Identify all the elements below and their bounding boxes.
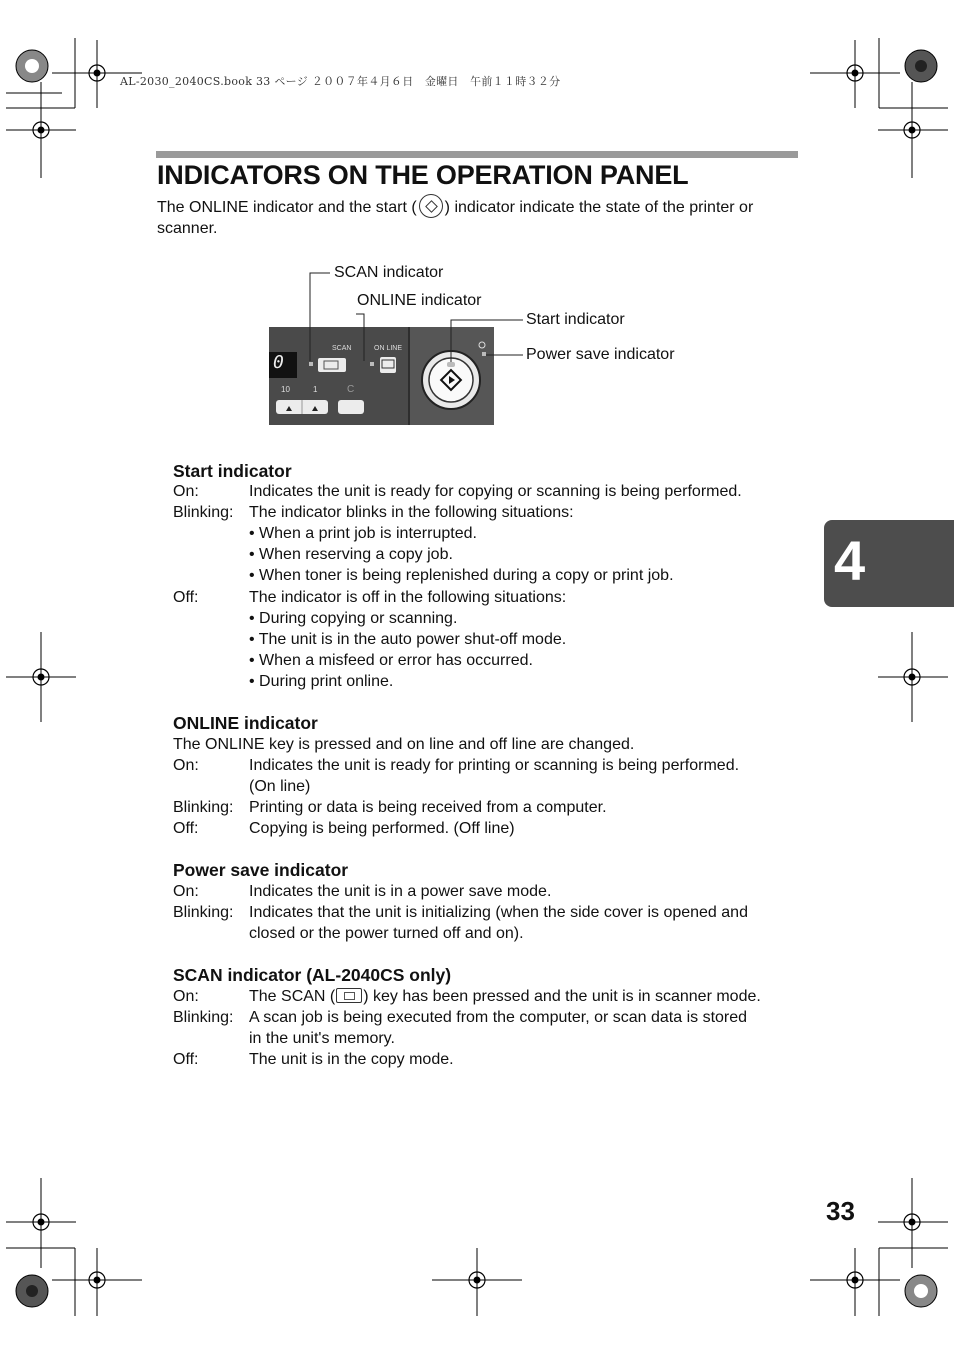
row-text: in the unit's memory. [249, 1030, 395, 1047]
bullet-item: • When toner is being replenished during a copy or print job. [249, 567, 674, 584]
bullet-item: • When a misfeed or error has occurred. [249, 652, 533, 669]
print-header-line: AL-2030_2040CS.book 33 ページ ２００７年４月６日 金曜日 午前１１時３２分 [120, 75, 561, 88]
bullet-item: • When a print job is interrupted. [249, 525, 477, 542]
intro-paragraph [157, 194, 807, 239]
bullet-item: • When reserving a copy job. [249, 546, 453, 563]
online-indicator-callout: ONLINE indicator [357, 292, 482, 309]
row-text: Printing or data is being received from a computer. [249, 799, 607, 816]
row-label: Blinking: [173, 799, 234, 816]
bullet-item: • The unit is in the auto power shut-off mode. [249, 631, 567, 648]
row-text: (On line) [249, 778, 311, 795]
title-rule [156, 151, 798, 158]
row-text: Copying is being performed. (Off line) [249, 820, 515, 837]
intro-text-after: ) indicator indicate the state of the printer or scanner. [157, 199, 754, 237]
row-label: On: [173, 757, 199, 774]
intro-text-before: The ONLINE indicator and the start ( [157, 199, 417, 216]
scan-indicator-callout: SCAN indicator [334, 264, 444, 281]
clear-label: C [347, 384, 355, 395]
row-label: Off: [173, 820, 199, 837]
page-number: 33 [826, 1196, 855, 1226]
start-key-icon [419, 194, 443, 218]
count-left-label: 10 [281, 385, 290, 394]
row-text: The indicator blinks in the following situations: [249, 504, 574, 521]
row-label: Off: [173, 1051, 199, 1068]
online-key-label: ON LINE [374, 345, 403, 352]
row-text: Indicates that the unit is initializing (when the side cover is opened and [249, 904, 748, 921]
row-text: The indicator is off in the following situations: [249, 589, 567, 606]
row-text: A scan job is being executed from the computer, or scan data is stored [249, 1009, 748, 1026]
row-text: Indicates the unit is ready for printing or scanning is being performed. [249, 757, 740, 774]
scan-key-label: SCAN [332, 345, 352, 352]
chapter-number: 4 [834, 529, 866, 592]
count-right-label: 1 [313, 385, 318, 394]
row-text: Indicates the unit is ready for copying or scanning is being performed. [249, 483, 742, 500]
scan-key-icon [336, 988, 362, 1003]
row-text: Indicates the unit is in a power save mode. [249, 883, 552, 900]
row-label: Blinking: [173, 904, 234, 921]
section-heading-scan: SCAN indicator (AL-2040CS only) [173, 965, 452, 985]
row-label: On: [173, 483, 199, 500]
row-label: On: [173, 988, 199, 1005]
section-heading-online: ONLINE indicator [173, 713, 318, 733]
bullet-item: • During copying or scanning. [249, 610, 458, 627]
section-intro: The ONLINE key is pressed and on line and off line are changed. [173, 736, 635, 753]
row-text: The unit is in the copy mode. [249, 1051, 454, 1068]
row-label: Blinking: [173, 504, 234, 521]
scan-text-after: ) key has been pressed and the unit is in scanner mode. [363, 988, 761, 1005]
row-label: Blinking: [173, 1009, 234, 1026]
section-heading-power-save: Power save indicator [173, 860, 349, 880]
scan-text-before: The SCAN ( [249, 988, 336, 1005]
page-title: INDICATORS ON THE OPERATION PANEL [157, 160, 689, 190]
section-heading-start: Start indicator [173, 461, 292, 481]
row-label: On: [173, 883, 199, 900]
row-label: Off: [173, 589, 199, 606]
bullet-item: • During print online. [249, 673, 394, 690]
row-text [249, 988, 761, 1006]
power-save-indicator-callout: Power save indicator [526, 346, 675, 363]
display-digit: 0 [273, 352, 284, 373]
start-indicator-callout: Start indicator [526, 311, 625, 328]
row-text: closed or the power turned off and on). [249, 925, 524, 942]
